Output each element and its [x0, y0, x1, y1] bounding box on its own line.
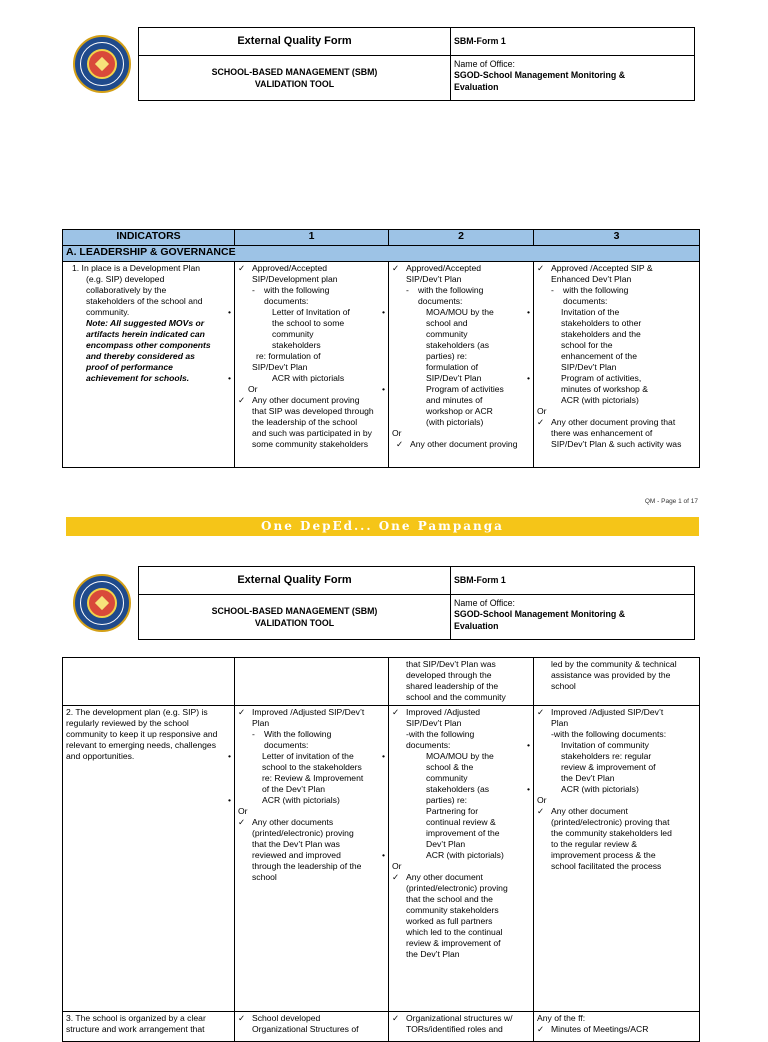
form-code: SBM-Form 1: [450, 566, 695, 595]
indicators-table: [62, 229, 700, 468]
rating-3-cell: ✓ Approved /Accepted SIP & Enhanced Dev’t Plan - with the following documents: • Invitation of the stakeholders to other stakeholders and the school for the enhancement of the SIP/Dev’t Plan • Program of activities, minutes of workshop & ACR (with pictorials) Or ✓ Any other document proving that there was enhancement of SIP/Dev’t Plan & such activity was: [534, 262, 700, 468]
check-icon: ✓: [392, 263, 400, 273]
bullet-item: • Program of activities,: [537, 373, 696, 384]
seal-icon: [73, 35, 131, 93]
rating-3-cell: Any of the ff: ✓ Minutes of Meetings/ACR: [534, 1012, 700, 1042]
form-title: External Quality Form: [138, 27, 451, 56]
page-number: QM - Page 1 of 17: [644, 498, 698, 505]
header-rating-3: 3: [534, 230, 700, 246]
bullet-item: • ACR (with pictorials): [392, 850, 530, 861]
bullet-item: • MOA/MOU by the: [392, 307, 530, 318]
rating-1-cell: ✓ Improved /Adjusted SIP/Dev’t Plan - With the following documents: • Letter of invitation of the school to the stakeholders re: Review & Improvement of the Dev’t Plan • ACR (with pictorials) Or ✓ Any other documents (printed/electronic) proving that the Dev’t Plan was reviewed and improved through the leadership of the school: [235, 706, 389, 1012]
table-row: [63, 1012, 700, 1042]
table-row: [63, 706, 700, 1012]
bullet-item: • ACR with pictorials: [238, 373, 385, 384]
form-header: [66, 27, 695, 101]
rating-1-cell: [235, 658, 389, 706]
check-icon: ✓: [537, 806, 545, 816]
check-icon: ✓: [537, 1024, 545, 1034]
deped-seal: [66, 27, 138, 101]
indicator-cell: 1. In place is a Development Plan (e.g. SIP) developed collaboratively by the stakeholders of the school and community. Note: All suggested MOVs or artifacts herein indicated can encompass other components and thereby considered as proof of performance achievement for schools.: [63, 262, 235, 468]
check-icon: ✓: [396, 439, 404, 449]
deped-seal: [66, 566, 138, 640]
table-header-row: [63, 230, 700, 246]
rating-2-cell: that SIP/Dev’t Plan was developed through the shared leadership of the school and the community: [389, 658, 534, 706]
header-indicators: INDICATORS: [63, 230, 235, 246]
section-row: [63, 246, 700, 262]
check-icon: ✓: [537, 707, 545, 717]
bullet-item: • Invitation of the: [537, 307, 696, 318]
bullet-item: • ACR (with pictorials): [238, 795, 385, 806]
check-icon: ✓: [392, 707, 400, 717]
form-code: SBM-Form 1: [450, 27, 695, 56]
bullet-item: • Invitation of community: [537, 740, 696, 751]
check-icon: ✓: [392, 872, 400, 882]
indicator-cell: [63, 658, 235, 706]
check-icon: ✓: [238, 1013, 246, 1023]
rating-3-cell: ✓ Improved /Adjusted SIP/Dev’t Plan -with the following documents: • Invitation of community stakeholders re: regular review & improvement of the Dev’t Plan • ACR (with pictorials) Or ✓ Any other document (printed/electronic) proving that the community stakeholders led to the regular review & improvement process & the school facilitated the process: [534, 706, 700, 1012]
rating-1-cell: ✓ Approved/Accepted SIP/Development plan - with the following documents: • Letter of Invitation of the school to some community stakeholders re: formulation of SIP/Dev’t Plan • ACR with pictorials Or ✓ Any other document proving that SIP was developed through the leadership of the school and such was participated in by some community stakeholders: [235, 262, 389, 468]
seal-icon: [73, 574, 131, 632]
footer-banner: One DepEd... One Pampanga: [66, 517, 699, 536]
bullet-item: • Letter of invitation of the: [238, 751, 385, 762]
rating-2-cell: ✓ Approved/Accepted SIP/Dev’t Plan - with the following documents: • MOA/MOU by the school and community stakeholders (as parties) re: formulation of SIP/Dev’t Plan • Program of activities and minutes of workshop or ACR (with pictorials) Or ✓ Any other document proving: [389, 262, 534, 468]
table-row: [63, 262, 700, 468]
indicator-cell: 2. The development plan (e.g. SIP) is regularly reviewed by the school community to keep it up responsive and relevant to emerging needs, challenges and opportunities.: [63, 706, 235, 1012]
check-icon: ✓: [238, 395, 246, 405]
header-rating-2: 2: [389, 230, 534, 246]
bullet-item: • Program of activities: [392, 384, 530, 395]
check-icon: ✓: [238, 817, 246, 827]
section-title: A. LEADERSHIP & GOVERNANCE: [63, 246, 700, 262]
check-icon: ✓: [238, 707, 246, 717]
check-icon: ✓: [537, 263, 545, 273]
form-subtitle: SCHOOL-BASED MANAGEMENT (SBM) VALIDATION TOOL: [138, 55, 451, 101]
rating-2-cell: ✓ Improved /Adjusted SIP/Dev’t Plan -with the following documents: • MOA/MOU by the school & the community stakeholders (as parties) re: Partnering for continual review & improvement of the Dev’t Plan • ACR (with pictorials) Or ✓ Any other document (printed/electronic) proving that the school and the community stakeholders worked as full partners which led to the continual review & improvement of the Dev’t Plan: [389, 706, 534, 1012]
bullet-item: • MOA/MOU by the: [392, 751, 530, 762]
check-icon: ✓: [238, 263, 246, 273]
table-row: [63, 658, 700, 706]
indicator-cell: 3. The school is organized by a clear structure and work arrangement that: [63, 1012, 235, 1042]
rating-1-cell: ✓ School developed Organizational Structures of: [235, 1012, 389, 1042]
check-icon: ✓: [537, 417, 545, 427]
rating-3-cell: led by the community & technical assistance was provided by the school: [534, 658, 700, 706]
form-subtitle: SCHOOL-BASED MANAGEMENT (SBM) VALIDATION TOOL: [138, 594, 451, 640]
bullet-item: • Letter of Invitation of: [238, 307, 385, 318]
check-icon: ✓: [392, 1013, 400, 1023]
office-name: Name of Office: SGOD-School Management Monitoring & Evaluation: [450, 55, 695, 101]
form-title: External Quality Form: [138, 566, 451, 595]
bullet-item: • ACR (with pictorials): [537, 784, 696, 795]
office-name: Name of Office: SGOD-School Management Monitoring & Evaluation: [450, 594, 695, 640]
indicators-table-continued: [62, 657, 700, 1042]
form-header: [66, 566, 695, 640]
rating-2-cell: ✓ Organizational structures w/ TORs/identified roles and: [389, 1012, 534, 1042]
header-rating-1: 1: [235, 230, 389, 246]
